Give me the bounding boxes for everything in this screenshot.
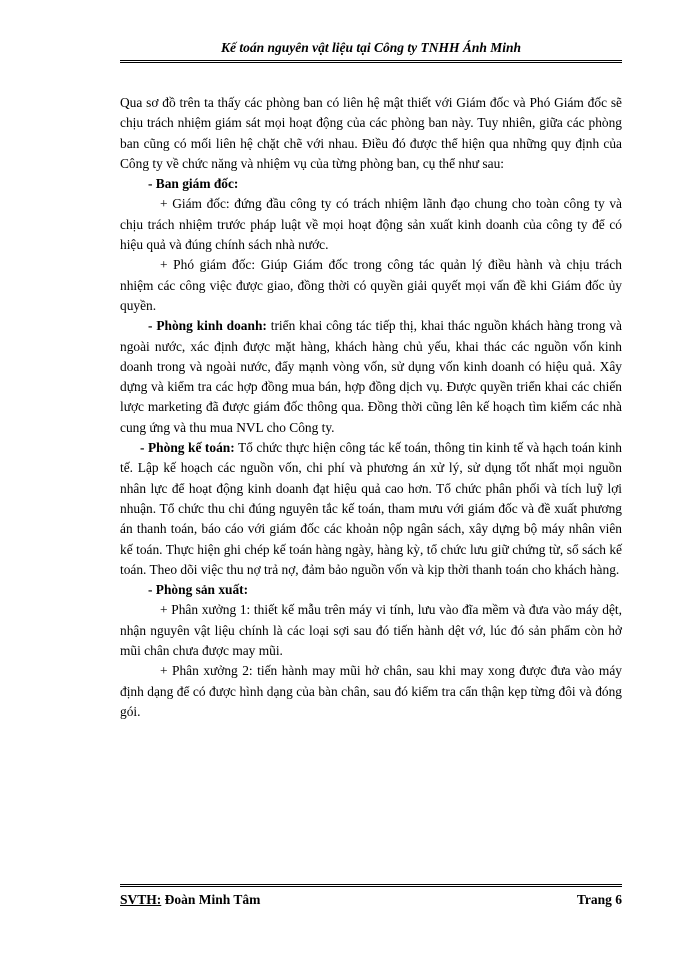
page-body [120,93,622,722]
footer-author-label: SVTH: [120,892,162,907]
phan-xuong-1-paragraph: + Phân xưởng 1: thiết kế mẫu trên máy vi tính, lưu vào đĩa mềm và đưa vào máy dệt, nhận nguyên vật liệu chính là các loại sợi sau đó tiến hành dệt vớ, lúc đó sản phẩm còn hở mũi chân chưa được may mũi. [120,602,622,659]
phong-san-xuat-heading: - Phòng sản xuất: [148,582,249,598]
page-number: Trang 6 [576,892,622,907]
ban-giam-doc-heading: - Ban giám đốc: [148,176,239,192]
phong-kinh-doanh-heading: - Phòng kinh doanh: [148,318,267,334]
phong-ke-toan-text: Tổ chức thực hiện công tác kế toán, thông tin kinh tế và hạch toán kinh tế. Lập kế hoạch các nguồn vốn, chi phí và phương án xử lý, sử dụng tốt nhất mọi nguồn nhân lực để hoạt động kinh doanh đạt hiệu quả cao hơn. Tổ chức phân phối và tích luỹ lợi nhuận. Tổ chức thu chi đúng nguyên tắc kế toán, tham mưu với giám đốc và đề xuất phương án thanh toán, báo cáo với giám đốc các khoản nộp ngân sách, xây dựng bộ máy nhân viên kế toán. Thực hiện ghi chép kế toán hàng ngày, hàng kỳ, tổ chức lưu giữ chứng từ, sổ sách kế toán. Theo dõi việc thu nợ trả nợ, đảm bảo nguồn vốn và kịp thời thanh toán cho khách hàng. [120,440,622,577]
header-title: Kế toán nguyên vật liệu tại Công ty TNHH Ánh Minh [220,40,522,55]
footer-author-name: Đoàn Minh Tâm [161,892,261,907]
phan-xuong-2-paragraph: + Phân xưởng 2: tiến hành may mũi hở chân, sau khi may xong được đưa vào máy định dạng để có được hình dạng của bàn chân, sau đó kiểm tra cẩn thận kẹp từng đôi và đóng gói. [120,663,622,719]
footer-author [120,892,260,908]
intro-paragraph: Qua sơ đồ trên ta thấy các phòng ban có liên hệ mật thiết với Giám đốc và Phó Giám đốc sẽ chịu trách nhiệm giám sát mọi hoạt động của các phòng ban này. Tuy nhiên, giữa các phòng ban cũng có mối liên hệ chặt chẽ với nhau. Điều đó được thể hiện qua những quy định của Công ty về chức năng và nhiệm vụ của từng phòng ban, cụ thể như sau: [120,95,622,171]
phong-kinh-doanh-text: triển khai công tác tiếp thị, khai thác nguồn khách hàng trong và ngoài nước, xác định được mặt hàng, khách hàng chủ yếu, khai thác các nguồn vốn kinh doanh trong và ngoài nước, đẩy mạnh vòng vốn, sử dụng vốn kinh doanh có hiệu quả. Xây dựng và kiểm tra các hợp đồng mua bán, hợp đồng dịch vụ. Được quyền triển khai các chiến lược marketing đã được giám đốc thông qua. Đồng thời cũng lên kế hoạch tìm kiếm các nhà cung ứng và thu mua NVL cho Công ty. [120,318,622,435]
phong-ke-toan-paragraph [120,438,622,580]
running-header [120,40,622,63]
phong-ke-toan-heading: - Phòng kế toán: [140,440,235,456]
pho-giam-doc-paragraph: + Phó giám đốc: Giúp Giám đốc trong công tác quản lý điều hành và chịu trách nhiệm các công việc được giao, đồng thời có quyền giải quyết mọi vấn đề khi Giám đốc ủy quyền. [120,257,622,313]
giam-doc-paragraph: + Giám đốc: đứng đầu công ty có trách nhiệm lãnh đạo chung cho toàn công ty và chịu trách nhiệm trước pháp luật về mọi hoạt động sản xuất kinh doanh của công ty để có hiệu quả và đúng chính sách nhà nước. [120,196,622,253]
phong-kinh-doanh-paragraph [120,316,622,438]
running-footer [120,884,622,908]
